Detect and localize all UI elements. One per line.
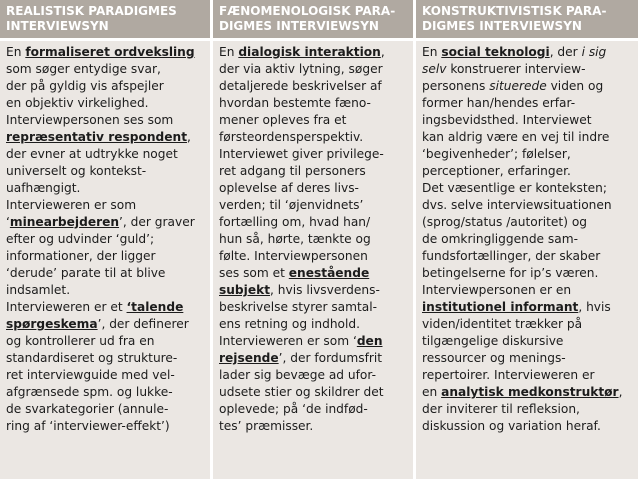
text-run: , [618, 385, 623, 399]
text-line [6, 316, 204, 333]
text-line: en objektiv virkelighed. [6, 96, 149, 110]
text-line: tilgængelige diskursive [422, 334, 564, 348]
text-run: , [380, 45, 385, 59]
header-phenomenological [213, 0, 413, 38]
text-run: ’, der fordumsfrit [278, 351, 383, 365]
text-line: der evner at udtrykke noget [6, 147, 178, 161]
text-line: førsteordensperspektiv. [219, 130, 364, 144]
text-line: fundsfortællinger, der skaber [422, 249, 601, 263]
header-realistic [0, 0, 210, 38]
text-line: perceptioner, erfaringer. [422, 164, 571, 178]
text-line: afgrænsede spm. og lukke- [6, 385, 173, 399]
text-line [422, 299, 632, 316]
key-term: rejsende [219, 351, 279, 365]
text-line: fortælling om, hvad han/ [219, 215, 371, 229]
text-line: verden; til ‘øjenvidnets’ [219, 198, 364, 212]
italic-term: i sig [581, 45, 607, 59]
header-line: KONSTRUKTIVISTISK PARA- [422, 4, 607, 18]
text-line: (sprog/status /autoritet) og [422, 215, 588, 229]
text-line [219, 282, 407, 299]
text-line: uafhængigt. [6, 181, 81, 195]
text-line: betingelserne for ip’s væren. [422, 266, 599, 280]
text-line [6, 214, 204, 231]
key-term: institutionel informant [422, 300, 579, 314]
text-line: de svarkategorier (annule- [6, 402, 169, 416]
text-line: ‘begivenheder’; følelser, [422, 147, 571, 161]
text-run: En [219, 45, 239, 59]
key-term: analytisk medkonstruktør [441, 385, 619, 399]
key-term: minearbejderen [9, 215, 120, 229]
text-line: diskussion og variation heraf. [422, 419, 601, 433]
text-run: Intervieweren er et [6, 300, 127, 314]
text-line: oplevelse af deres livs- [219, 181, 359, 195]
key-term: dialogisk interaktion [238, 45, 381, 59]
text-run: , hvis [578, 300, 611, 314]
header-line: DIGMES INTERVIEWSYN [422, 19, 582, 33]
text-line: hvordan bestemte fæno- [219, 96, 371, 110]
text-line: Interviewpersonen ses som [6, 113, 174, 127]
text-line: ring af ‘interviewer-effekt’) [6, 419, 170, 433]
text-line [219, 350, 407, 367]
text-line: informationer, der ligger [6, 249, 156, 263]
key-term: subjekt [219, 283, 271, 297]
key-term: enestående [288, 266, 370, 280]
text-line: hun så, hørte, tænkte og [219, 232, 371, 246]
key-term: repræsentativ respondent [6, 130, 188, 144]
text-line: ret interviewguide med vel- [6, 368, 175, 382]
text-run: , der [549, 45, 582, 59]
cell-phenomenological [213, 41, 413, 479]
text-run: , hvis livsverdens- [270, 283, 380, 297]
key-term: formaliseret ordveksling [25, 45, 195, 59]
text-line: former han/hendes erfar- [422, 96, 576, 110]
text-line: ressourcer og menings- [422, 351, 566, 365]
header-line: INTERVIEWSYN [6, 19, 109, 33]
text-run: , [187, 130, 191, 144]
text-line: lader sig bevæge ad ufor- [219, 368, 377, 382]
text-line: Intervieweren er som [6, 198, 137, 212]
text-line: de omkringliggende sam- [422, 232, 579, 246]
text-run: ’, der definerer [97, 317, 189, 331]
text-line [422, 61, 632, 78]
text-run: viden og [546, 79, 604, 93]
text-line: ingsbevidsthed. Interviewet [422, 113, 592, 127]
text-run: ’, der graver [119, 215, 195, 229]
italic-term: situerede [489, 79, 547, 93]
text-line: følte. Interviewpersonen [219, 249, 368, 263]
text-line [219, 265, 407, 282]
text-line: der inviterer til refleksion, [422, 402, 580, 416]
text-line [422, 384, 632, 401]
text-line: Interviewpersonen er en [422, 283, 572, 297]
text-line: mener opleves fra et [219, 113, 347, 127]
text-line: Det væsentlige er konteksten; [422, 181, 607, 195]
cell-constructivist [416, 41, 638, 479]
text-line [6, 129, 204, 146]
text-run: personens [422, 79, 490, 93]
text-line [6, 44, 204, 61]
text-line: detaljerede beskrivelser af [219, 79, 382, 93]
text-line: viden/identitet trækker på [422, 317, 583, 331]
key-term: social teknologi [441, 45, 550, 59]
header-line: DIGMES INTERVIEWSYN [219, 19, 379, 33]
text-line: udsete stier og skildrer det [219, 385, 384, 399]
text-line: ens retning og indhold. [219, 317, 361, 331]
text-line: oplevede; på ‘de indfød- [219, 402, 368, 416]
header-constructivist [416, 0, 638, 38]
text-run: en [422, 385, 442, 399]
text-run: konstruerer interview- [446, 62, 586, 76]
text-run: ses som et [219, 266, 289, 280]
text-line: ret adgang til personers [219, 164, 366, 178]
header-line: FÆNOMENOLOGISK PARA- [219, 4, 396, 18]
text-line [6, 299, 204, 316]
text-line [422, 44, 632, 61]
key-term: den [356, 334, 383, 348]
text-run: Intervieweren er som ‘ [219, 334, 357, 348]
text-run: En [6, 45, 26, 59]
text-line: tes’ præmisser. [219, 419, 314, 433]
text-line: dvs. selve interviewsituationen [422, 198, 612, 212]
key-term: spørgeskema [6, 317, 98, 331]
text-line: Interviewet giver privilege- [219, 147, 384, 161]
text-run: En [422, 45, 442, 59]
text-line [422, 78, 632, 95]
text-line: repertoirer. Intervieweren er [422, 368, 595, 382]
text-run: ‘ [6, 215, 10, 229]
text-line: der på gyldig vis afspejler [6, 79, 164, 93]
text-line: standardiseret og strukture- [6, 351, 178, 365]
text-line: beskrivelse styrer samtal- [219, 300, 378, 314]
text-line [219, 44, 407, 61]
text-line: universelt og kontekst- [6, 164, 147, 178]
header-line: REALISTISK PARADIGMES [6, 4, 177, 18]
cell-realistic [0, 41, 210, 479]
text-line: indsamlet. [6, 283, 71, 297]
text-line: som søger entydige svar, [6, 62, 161, 76]
text-line: ‘derude’ parate til at blive [6, 266, 166, 280]
text-line: kan aldrig være en vej til indre [422, 130, 610, 144]
text-line [219, 333, 407, 350]
text-line: der via aktiv lytning, søger [219, 62, 383, 76]
key-term: ‘talende [126, 300, 184, 314]
italic-term: selv [422, 62, 447, 76]
text-line: efter og udvinder ‘guld’; [6, 232, 155, 246]
text-line: og kontrollerer ud fra en [6, 334, 155, 348]
